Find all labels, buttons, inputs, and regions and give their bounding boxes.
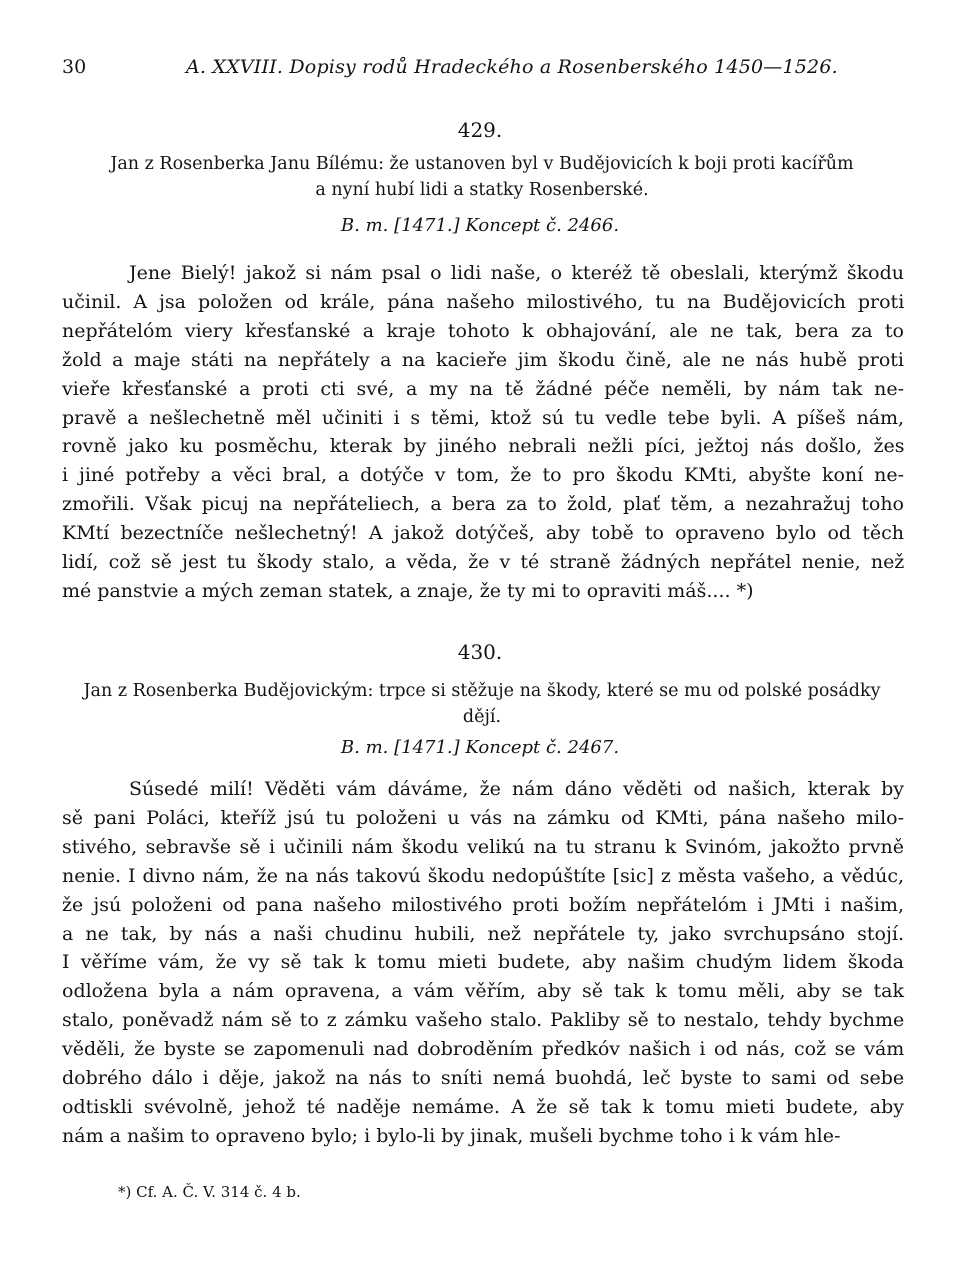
body-line: nenie. I divno nám, že na nás takovú škodu nedopúštíte [sic] z města vašeho, a vědúc,	[62, 864, 904, 887]
body-line: mé panstvie a mých zeman statek, a znaje, že ty mi to opraviti máš.... *)	[62, 579, 754, 602]
document-body	[62, 775, 904, 1151]
body-line: že jsú položeni od pana našeho milostivého proti božím nepřátelóm i JMti i našim,	[62, 893, 904, 916]
body-line: Jene Bielý! jakož si nám psal o lidi naše, o kteréž tě obeslali, kterýmž škodu	[129, 262, 904, 284]
running-head	[62, 56, 902, 86]
body-line: žold a maje státi na nepřátely a na kacieře jim škodu čině, ale ne nás hubě proti	[62, 348, 904, 371]
body-line: nám a našim to opraveno bylo; i bylo-li by jinak, mušeli bychme toho i k vám hle-	[62, 1124, 841, 1147]
body-line: stalo, poněvadž nám sě to z zámku vašeho stalo. Pakliby sě to nestalo, tehdy bychme	[62, 1009, 905, 1032]
body-line: odložena byla a nám opravena, a vám věřím, aby sě tak k tomu měli, aby se tak	[62, 980, 904, 1003]
body-line: KMtí bezectníče nešlechetný! A jakož dotýčeš, aby tobě to opraveno bylo od těch	[62, 522, 904, 545]
document-number: 429.	[457, 118, 503, 142]
body-line: stivého, sebravše sě i učinili nám škodu velikú na tu stranu k Svinóm, jakožto prvně	[62, 835, 904, 858]
body-line: zmořili. Však picuj na nepřáteliech, a bera za to žold, plať těm, a nezahražuj toho	[62, 493, 904, 516]
summary-line: dějí.	[462, 707, 502, 727]
page-number: 30	[62, 56, 87, 78]
summary-line: Jan z Rosenberka Budějovickým: trpce si stěžuje na škody, které se mu od polské posádky	[83, 681, 881, 701]
document-body	[62, 259, 904, 606]
body-line: i jiné potřeby a věci bral, a dotýče v tom, že to pro škodu KMti, abyšte koní ne-	[62, 464, 904, 487]
footnote: *) Cf. A. Č. V. 314 č. 4 b.	[118, 1183, 301, 1201]
document-source: B. m. [1471.] Koncept č. 2467.	[340, 737, 620, 758]
body-line: Súsedé milí! Věděti vám dáváme, že nám dáno věděti od našich, kterak by	[129, 778, 904, 800]
running-head-title: A. XXVIII. Dopisy rodů Hradeckého a Rosenberského 1450—1526.	[186, 56, 838, 78]
body-line: odtiskli svévolně, jehož té naděje nemáme. A že sě tak k tomu mieti budete, aby	[62, 1095, 905, 1118]
body-line: učinil. A jsa položen od krále, pána našeho milostivého, tu na Budějovicích proti	[62, 290, 905, 313]
body-line: a ne tak, by nás a naši chudinu hubili, než nepřátele ty, jako svrchupsáno stojí.	[62, 922, 904, 945]
body-line: I věříme vám, že vy sě tak k tomu mieti budete, aby našim chudým lidem škoda	[62, 951, 904, 974]
document-summary	[62, 151, 902, 203]
body-line: rovně jako ku posměchu, kterak by jiného nebrali nežli píci, ježtoj nás došlo, žes	[62, 435, 905, 458]
body-line: pravě a nešlechetně měl učiniti i s těmi, ktož sú tu vedle tebe byli. A píšeš nám,	[62, 406, 905, 429]
document-summary	[62, 678, 902, 730]
body-line: lidí, což sě jest tu škody stalo, a věda, že v té straně žádných nepřátel nenie, než	[62, 551, 905, 574]
summary-line: Jan z Rosenberka Janu Bílému: že ustanoven byl v Budějovicích k boji proti kacířům	[110, 154, 854, 174]
body-line: nepřátelóm viery křesťanské a kraje tohoto k obhajování, ale ne tak, bera za to	[62, 319, 904, 342]
document-source: B. m. [1471.] Koncept č. 2466.	[340, 215, 620, 236]
body-line: věděli, že byste se zapomenuli nad dobroděním předkóv našich i od nás, což se vám	[62, 1038, 905, 1061]
summary-line: a nyní hubí lidi a statky Rosenberské.	[315, 180, 649, 200]
body-line: vieře křesťanské a proti cti své, a my na tě žádné péče neměli, by nám tak ne-	[62, 377, 904, 400]
document-number: 430.	[457, 640, 503, 664]
body-line: dobrého dálo i děje, jakož na nás to sníti nemá buohdá, leč byste to sami od sebe	[62, 1067, 905, 1090]
body-line: sě pani Poláci, kteříž jsú tu položeni u vás na zámku od KMti, pána našeho milo-	[62, 806, 905, 829]
